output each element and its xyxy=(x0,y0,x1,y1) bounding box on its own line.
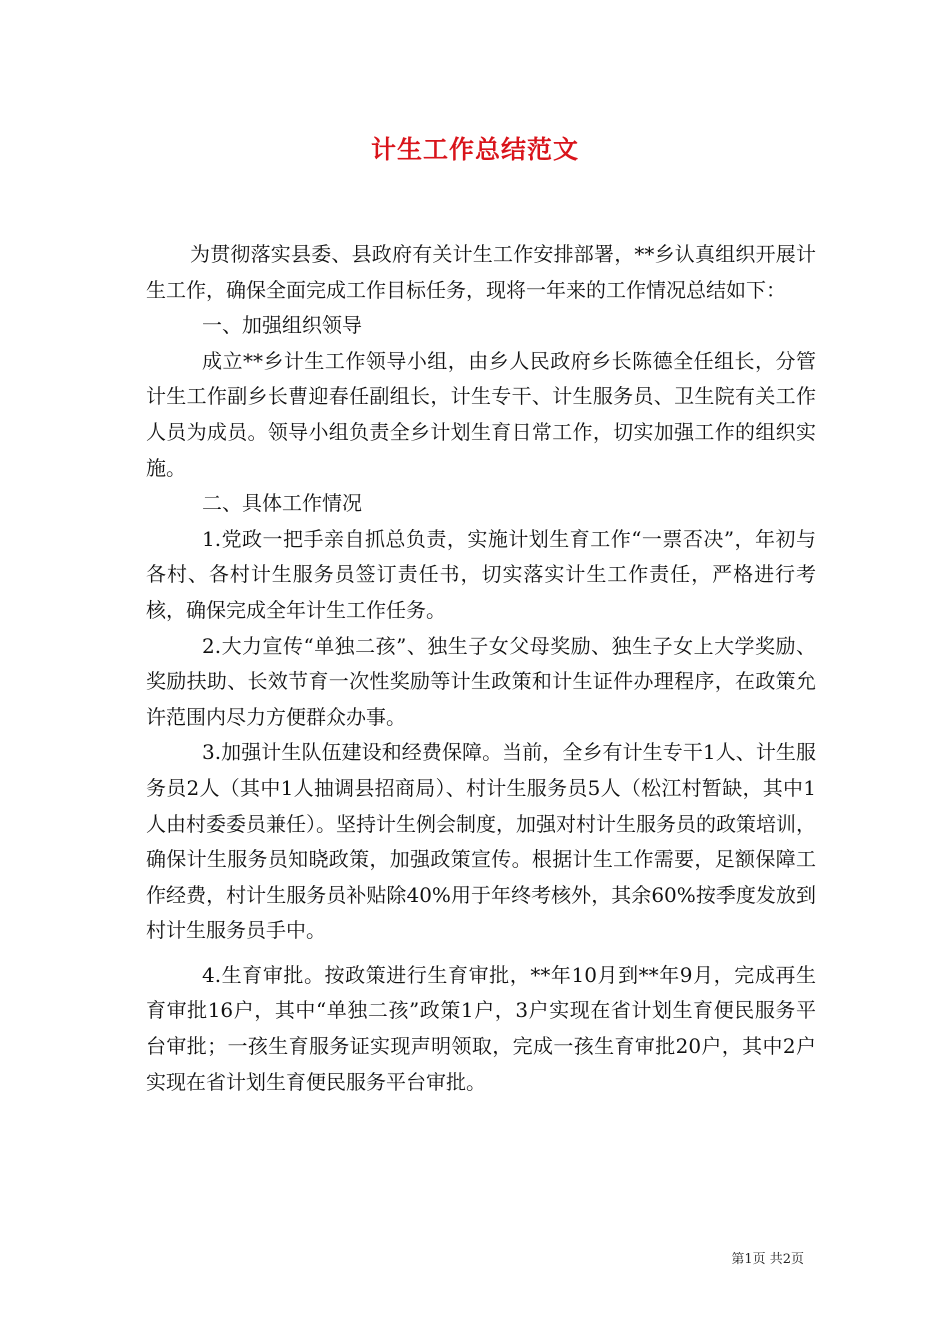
section-heading-1: 一、加强组织领导 xyxy=(202,313,362,338)
document-body xyxy=(146,237,816,1100)
section-heading-2: 二、具体工作情况 xyxy=(202,491,362,516)
item-3-paragraph: 3.加强计生队伍建设和经费保障。当前，全乡有计生专干1人、计生服务员2人（其中1人抽调县招商局）、村计生服务员5人（松江村暂缺，其中1人由村委委员兼任）。坚持计生例会制度，加强对村计生服务员的政策培训，确保计生服务员知晓政策，加强政策宣传。根据计生工作需要，足额保障工作经费，村计生服务员补贴除40%用于年终考核外，其余60%按季度发放到村计生服务员手中。 xyxy=(146,740,816,943)
item-1-paragraph: 1.党政一把手亲自抓总负责，实施计划生育工作“一票否决”，年初与各村、各村计生服务员签订责任书，切实落实计生工作责任，严格进行考核，确保完成全年计生工作任务。 xyxy=(146,526,816,622)
section-1-paragraph: 成立**乡计生工作领导小组，由乡人民政府乡长陈德全任组长，分管计生工作副乡长曹迎春任副组长，计生专干、计生服务员、卫生院有关工作人员为成员。领导小组负责全乡计划生育日常工作，切实加强工作的组织实施。 xyxy=(146,348,816,480)
item-4-paragraph: 4.生育审批。按政策进行生育审批，**年10月到**年9月，完成再生育审批16户，其中“单独二孩”政策1户，3户实现在省计划生育便民服务平台审批；一孩生育服务证实现声明领取，完成一孩生育审批20户，其中2户实现在省计划生育便民服务平台审批。 xyxy=(146,962,816,1094)
item-2-paragraph: 2.大力宣传“单独二孩”、独生子女父母奖励、独生子女上大学奖励、奖励扶助、长效节育一次性奖励等计生政策和计生证件办理程序，在政策允许范围内尽力方便群众办事。 xyxy=(146,633,816,729)
intro-paragraph: 为贯彻落实县委、县政府有关计生工作安排部署，**乡认真组织开展计生工作，确保全面完成工作目标任务，现将一年来的工作情况总结如下： xyxy=(146,242,816,302)
document-title: 计生工作总结范文 xyxy=(370,135,579,164)
page-number-footer: 第1页 共2页 xyxy=(731,1252,804,1267)
